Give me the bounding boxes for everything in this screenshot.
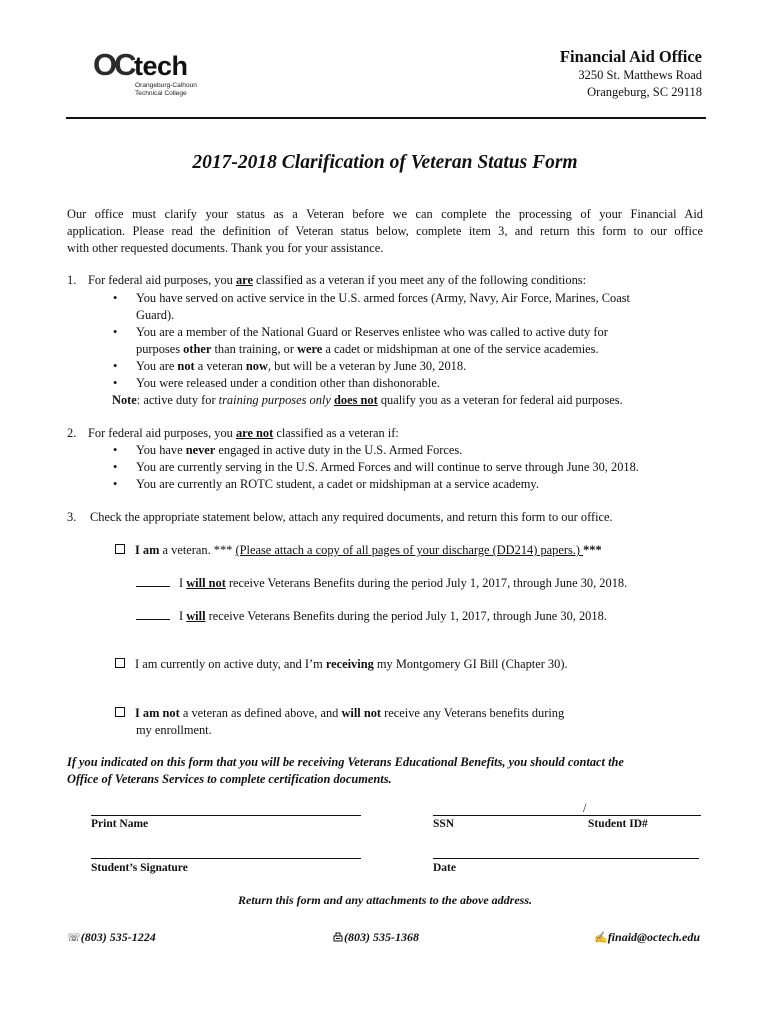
phone-contact: ☏(803) 535-1224	[67, 930, 156, 944]
section-1-bullet-2: • You are a member of the National Guard or Reserves enlistee who was called to active duty for	[113, 325, 608, 339]
section-2-bullet-2: • You are currently serving in the U.S. Armed Forces and will continue to serve through June 30, 2018.	[113, 460, 639, 474]
section-1-bullet-2-cont: purposes other than training, or were a cadet or midshipman at one of the service academies.	[136, 342, 599, 356]
intro-line-3: with other requested documents. Thank you for your assistance.	[67, 241, 384, 255]
email-icon: ✍	[593, 932, 608, 944]
svg-text:OC: OC	[93, 47, 134, 82]
section-1-note: Note: active duty for training purposes only does not qualify you as a veteran for federal aid purposes.	[112, 393, 623, 407]
header-rule	[66, 117, 706, 119]
octech-logo	[92, 45, 242, 105]
signature-line[interactable]	[91, 858, 361, 859]
section-1-bullet-4: • You were released under a condition other than dishonorable.	[113, 376, 440, 390]
option-not-veteran[interactable]: I am not a veteran as defined above, and will not receive any Veterans benefits during	[115, 705, 564, 722]
section-2-bullet-1: • You have never engaged in active duty in the U.S. Armed Forces.	[113, 443, 463, 457]
return-note: Return this form and any attachments to the above address.	[237, 893, 533, 907]
option-active-duty[interactable]: I am currently on active duty, and I’m receiving my Montgomery GI Bill (Chapter 30).	[115, 656, 568, 673]
fax-icon	[333, 931, 343, 941]
ssn-student-id-line[interactable]	[433, 815, 701, 816]
option-will-receive[interactable]: I will receive Veterans Benefits during the period July 1, 2017, through June 30, 2018.	[136, 608, 607, 625]
will-not-receive-blank[interactable]	[136, 576, 170, 587]
form-title: 2017-2018 Clarification of Veteran Status Form	[192, 152, 578, 173]
signature-label: Student’s Signature	[91, 862, 188, 874]
notice-line-1: If you indicated on this form that you will be receiving Veterans Educational Benefits, you should contact the	[67, 755, 624, 769]
option-veteran[interactable]: I am a veteran. *** (Please attach a copy of all pages of your discharge (DD214) papers.) ***	[115, 542, 602, 559]
section-2-number: 2.	[67, 426, 77, 440]
print-name-line[interactable]	[91, 815, 361, 816]
ssn-label: SSN	[433, 818, 455, 830]
section-1-number: 1.	[67, 273, 77, 287]
section-1-bullet-1-cont: Guard).	[136, 308, 175, 322]
email-contact[interactable]: ✍finaid@octech.edu	[593, 930, 700, 944]
veteran-checkbox[interactable]	[115, 544, 125, 554]
intro-line-2: application. Please read the definition of Veteran status below, complete item 3, and return this form to our office	[67, 224, 703, 238]
svg-text:tech: tech	[134, 51, 188, 81]
section-1-lead: For federal aid purposes, you are classified as a veteran if you meet any of the following conditions:	[88, 273, 587, 287]
option-not-veteran-cont: my enrollment.	[136, 723, 212, 737]
octech-logo-mark	[92, 45, 242, 85]
active-duty-checkbox[interactable]	[115, 658, 125, 668]
date-label: Date	[433, 862, 456, 874]
fax-contact: (803) 535-1368	[333, 930, 419, 945]
print-name-label: Print Name	[91, 818, 149, 830]
ssn-id-separator: /	[583, 801, 587, 815]
notice-line-2: Office of Veterans Services to complete certification documents.	[67, 772, 392, 786]
telephone-icon: ☏	[67, 932, 81, 944]
section-2-lead: For federal aid purposes, you are not classified as a veteran if:	[88, 426, 399, 440]
section-3-lead: Check the appropriate statement below, attach any required documents, and return this form to our office.	[90, 510, 613, 524]
office-name: Financial Aid Office	[559, 47, 702, 66]
not-veteran-checkbox[interactable]	[115, 707, 125, 717]
intro-line-1: Our office must clarify your status as a Veteran before we can complete the processing of your Financial Aid	[67, 207, 703, 221]
section-3-number: 3.	[67, 510, 77, 524]
logo-subtitle-2: Technical College	[135, 90, 187, 97]
logo-subtitle-1: Orangeburg-Calhoun	[135, 82, 197, 89]
will-receive-blank[interactable]	[136, 609, 170, 620]
date-line[interactable]	[433, 858, 699, 859]
section-2-bullet-3: • You are currently an ROTC student, a cadet or midshipman at a service academy.	[113, 477, 539, 491]
student-id-label: Student ID#	[588, 818, 648, 830]
section-1-bullet-3: • You are not a veteran now, but will be a veteran by June 30, 2018.	[113, 359, 467, 373]
option-will-not-receive[interactable]: I will not receive Veterans Benefits during the period July 1, 2017, through June 30, 2018.	[136, 575, 627, 592]
address-line-1: 3250 St. Matthews Road	[578, 68, 702, 82]
section-1-bullet-1: • You have served on active service in the U.S. armed forces (Army, Navy, Air Force, Marines, Coast	[113, 291, 631, 305]
address-line-2: Orangeburg, SC 29118	[587, 85, 702, 99]
